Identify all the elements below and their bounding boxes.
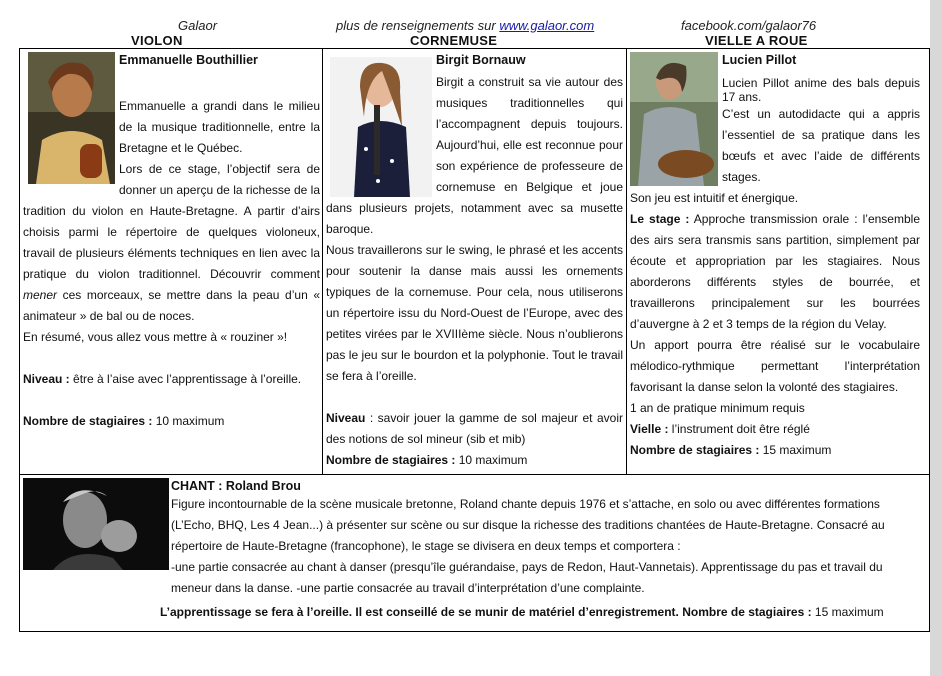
row-divider: [19, 474, 930, 475]
violon-paragraph-1: Emmanuelle a grandi dans le milieu de la musique traditionnelle, entre la Bretagne et le Québec.: [119, 99, 320, 155]
violon-cell: [23, 52, 320, 432]
teacher-name-cornemuse: Birgit Bornauw: [436, 53, 526, 67]
vielle-stage: Le stage : Approche transmission orale : l’ensemble des airs sera transmis sans partition, simplement par écoute et appropriation par les stagiaires. Nous aborderons différents styles de bourrée, et travaillerons principalement sur les bourrées d’auvergne à 2 et 3 temps de la région du Velay.: [630, 212, 920, 331]
vielle-cell: [630, 52, 920, 461]
title-cornemuse: CORNEMUSE: [410, 33, 498, 48]
chant-footer: L’apprentissage se fera à l’oreille. Il est conseillé de se munir de matériel d’enregistrement. Nombre de stagiaires : 15 maximum: [160, 605, 884, 619]
window-edge: [930, 0, 942, 676]
website-link[interactable]: www.galaor.com: [499, 18, 595, 33]
column-divider: [626, 48, 627, 474]
header-left: Galaor: [178, 18, 218, 33]
header-right: facebook.com/galaor76: [681, 18, 817, 33]
violon-nombre: Nombre de stagiaires : 10 maximum: [23, 414, 225, 428]
vielle-paragraph-4: Un apport pourra être réalisé sur le vocabulaire mélodico-rythmique permettant l’interprétation favorisant la danse selon la volonté des stagiaires.: [630, 338, 920, 394]
chant-paragraph-2: -une partie consacrée au chant à danser (presqu’île guérandaise, pays de Redon, Haut-Vannetais). Apprentissage du pas et travail du meneur dans la danse. -une partie consacrée au travail d’interprétation d’une complainte.: [171, 560, 883, 595]
violon-paragraph-3: En résumé, vous allez vous mettre à « rouziner »!: [23, 330, 288, 344]
teacher-photo-violon: [28, 52, 115, 184]
title-vielle: VIELLE A ROUE: [705, 33, 808, 48]
chant-cell: [171, 478, 911, 599]
vielle-paragraph-1: Lucien Pillot anime des bals depuis 17 ans.: [722, 76, 920, 104]
teacher-photo-cornemuse: [330, 57, 432, 197]
violon-niveau: Niveau : être à l’aise avec l’apprentissage à l’oreille.: [23, 372, 302, 386]
vielle-paragraph-3: Son jeu est intuitif et énergique.: [630, 191, 799, 205]
teacher-photo-vielle: [630, 52, 718, 186]
cornemuse-paragraph-1: Birgit a construit sa vie autour des musiques traditionnelles qui l’accompagnent depuis toujours. Aujourd’hui, elle est reconnue pour son expérience de professeure de cornemuse en Belgique et joue dans plusieurs projets, notamment avec sa musette baroque.: [326, 75, 623, 236]
vielle-paragraph-2: C’est un autodidacte qui a appris l’essentiel de sa pratique dans les bœufs et avec l’aide de différents stages.: [722, 107, 920, 184]
teacher-name-vielle: Lucien Pillot: [722, 53, 797, 67]
cornemuse-paragraph-2: Nous travaillerons sur le swing, le phrasé et les accents pour soutenir la danse mais aussi les ornements typiques de la cornemuse. Pour cela, nous utiliserons un répertoire issu du Nord-Ouest de l’Europe, avec des petites virées par le XVIIIème siècle. Nous n’oublierons pas le jeu sur le bourdon et la polyphonie. Tout le travail se fera à l’oreille.: [326, 243, 623, 383]
cornemuse-nombre: Nombre de stagiaires : 10 maximum: [326, 453, 528, 467]
chant-title: CHANT : Roland Brou: [171, 479, 301, 493]
cornemuse-niveau: Niveau : savoir jouer la gamme de sol majeur et avoir des notions de sol mineur (sib et mib): [326, 411, 623, 446]
teacher-photo-chant: [23, 478, 169, 570]
vielle-instrument: Vielle : l’instrument doit être réglé: [630, 422, 810, 436]
header-center: plus de renseignements sur www.galaor.com: [336, 18, 595, 33]
violon-paragraph-2: Lors de ce stage, l’objectif sera de donner un aperçu de la richesse de la tradition du violon en Haute-Bretagne. A partir d’airs choisis parmi le répertoire de quelques violoneux, travail de plusieurs éléments techniques en lien avec la pratique du violon traditionnel. Découvrir comment mener ces morceaux, se mettre dans la peau d’un « animateur » de bal ou de noces.: [23, 162, 320, 323]
vielle-nombre: Nombre de stagiaires : 15 maximum: [630, 443, 832, 457]
column-divider: [322, 48, 323, 474]
vielle-paragraph-5: 1 an de pratique minimum requis: [630, 401, 805, 415]
chant-paragraph-1: Figure incontournable de la scène musicale bretonne, Roland chante depuis 1976 et s’attache, en solo ou avec différentes formations (L’Echo, BHQ, Les 4 Jean...) à présenter sur scène ou sur disque la richesse des traditions chantées de Haute-Bretagne. Consacré au répertoire de Haute-Bretagne (francophone), le stage se divisera en deux temps et comportera :: [171, 497, 885, 553]
cornemuse-cell: [326, 52, 623, 471]
title-violon: VIOLON: [131, 33, 183, 48]
teacher-name-violon: Emmanuelle Bouthillier: [119, 53, 258, 67]
